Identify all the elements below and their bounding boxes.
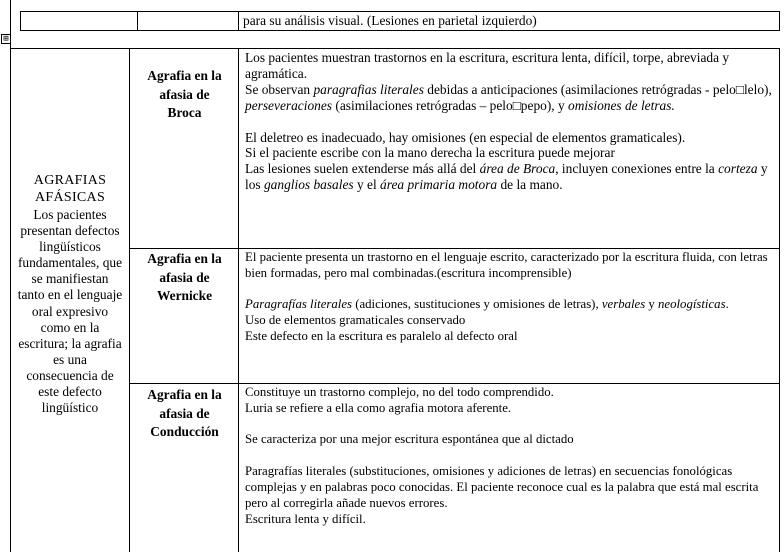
- italic-term: verbales: [601, 297, 646, 312]
- content-paragraph: [245, 432, 776, 448]
- content-paragraph: [245, 329, 776, 345]
- content-paragraph: [245, 401, 776, 417]
- content-paragraph: [245, 512, 776, 528]
- page-edge-line: [10, 0, 11, 552]
- table-move-handle-icon[interactable]: ⊞: [1, 34, 11, 44]
- text-run: y los: [245, 161, 768, 193]
- text-run: (asimilaciones retrógradas – pelo□pepo), y: [332, 97, 569, 113]
- text-run: Luria se refiere a ella como agrafia motora aferente.: [245, 400, 512, 415]
- agrafias-afasicas-description: Los pacientes presentan defectos lingüísticos fundamentales, que se manifiestan tanto en el lenguaje oral expresivo como en la escritura; la agrafia es una consecuencia de este defecto lingüístico: [17, 207, 123, 416]
- content-paragraph: [245, 130, 776, 146]
- text-run: El paciente presenta un trastorno en el lenguaje escrito, caracterizado por la escritura fluida, con letras bien formadas, pero mal combinadas.(escritura incomprensible): [245, 250, 768, 280]
- text-run: Se caracteriza por una mejor escritura espontánea que al dictado: [245, 432, 574, 447]
- row-content-broca: [245, 50, 776, 193]
- row-label-wernicke: Agrafia en la afasia de Wernicke: [147, 251, 222, 303]
- agrafias-afasicas-cell: [17, 172, 123, 416]
- text-run: Paragrafías literales (substituciones, omisiones y adiciones de letras) en secuencias fonológicas complejas y en palabras poco conocidas. El paciente reconoce cual es la palabra que está mal escrita pero al corregirla añade nuevos errores.: [245, 464, 759, 510]
- italic-term: área de Broca: [479, 161, 556, 177]
- italic-term: corteza: [718, 161, 758, 177]
- row-content-wernicke: [245, 250, 776, 345]
- paragraph-spacer: [245, 417, 776, 433]
- content-paragraph: [245, 464, 776, 511]
- text-run: de la mano.: [497, 177, 563, 193]
- content-paragraph: [245, 297, 776, 313]
- text-run: Se observan: [245, 81, 314, 97]
- content-paragraph: [245, 82, 776, 114]
- italic-term: omisiones de letras.: [568, 97, 675, 113]
- paragraph-spacer: [245, 448, 776, 464]
- text-run: .: [725, 297, 729, 312]
- content-paragraph: [245, 250, 776, 282]
- text-run: (adiciones, sustituciones y omisiones de letras),: [352, 297, 602, 312]
- paragraph-spacer: [245, 282, 776, 298]
- text-run: y el: [353, 177, 381, 193]
- text-run: El deletreo es inadecuado, hay omisiones (en especial de elementos gramaticales).: [245, 129, 686, 145]
- text-run: Constituye un trastorno complejo, no del todo comprendido.: [245, 385, 554, 399]
- text-run: Uso de elementos gramaticales conservado: [245, 313, 466, 328]
- top-row-text: para su análisis visual. (Lesiones en parietal izquierdo): [243, 13, 537, 28]
- text-run: Los pacientes muestran trastornos en la escritura, escritura lenta, difícil, torpe, abreviada y agramática.: [245, 50, 730, 81]
- text-run: Si el paciente escribe con la mano derecha la escritura puede mejorar: [245, 145, 615, 161]
- agrafias-afasicas-title: AGRAFIAS AFÁSICAS: [33, 173, 107, 205]
- text-run: Este defecto en la escritura es paralelo al defecto oral: [245, 329, 518, 344]
- text-run: debidas a anticipaciones (asimilaciones retrógradas - pelo□lelo),: [423, 81, 772, 97]
- text-run: Escritura lenta y difícil.: [245, 511, 366, 526]
- italic-term: neologísticas: [658, 297, 726, 312]
- text-run: Las lesiones suelen extenderse más allá del: [245, 161, 480, 177]
- italic-term: ganglios basales: [263, 177, 354, 193]
- text-run: , incluyen conexiones entre la: [555, 161, 719, 177]
- content-paragraph: [245, 50, 776, 82]
- text-run: y: [645, 297, 659, 312]
- content-paragraph: [245, 161, 776, 193]
- italic-term: paragrafias literales: [313, 81, 424, 97]
- italic-term: Paragrafías literales: [245, 297, 352, 312]
- italic-term: área primaria motora: [380, 177, 498, 193]
- row-label-broca: Agrafia en la afasia de Broca: [147, 68, 222, 120]
- row-content-conduccion: [245, 385, 776, 527]
- row-label-conduccion: Agrafia en la afasia de Conducción: [147, 387, 222, 439]
- content-paragraph: [245, 145, 776, 161]
- content-paragraph: [245, 313, 776, 329]
- italic-term: perseveraciones: [245, 97, 333, 113]
- paragraph-spacer: [245, 114, 776, 130]
- content-paragraph: [245, 385, 776, 401]
